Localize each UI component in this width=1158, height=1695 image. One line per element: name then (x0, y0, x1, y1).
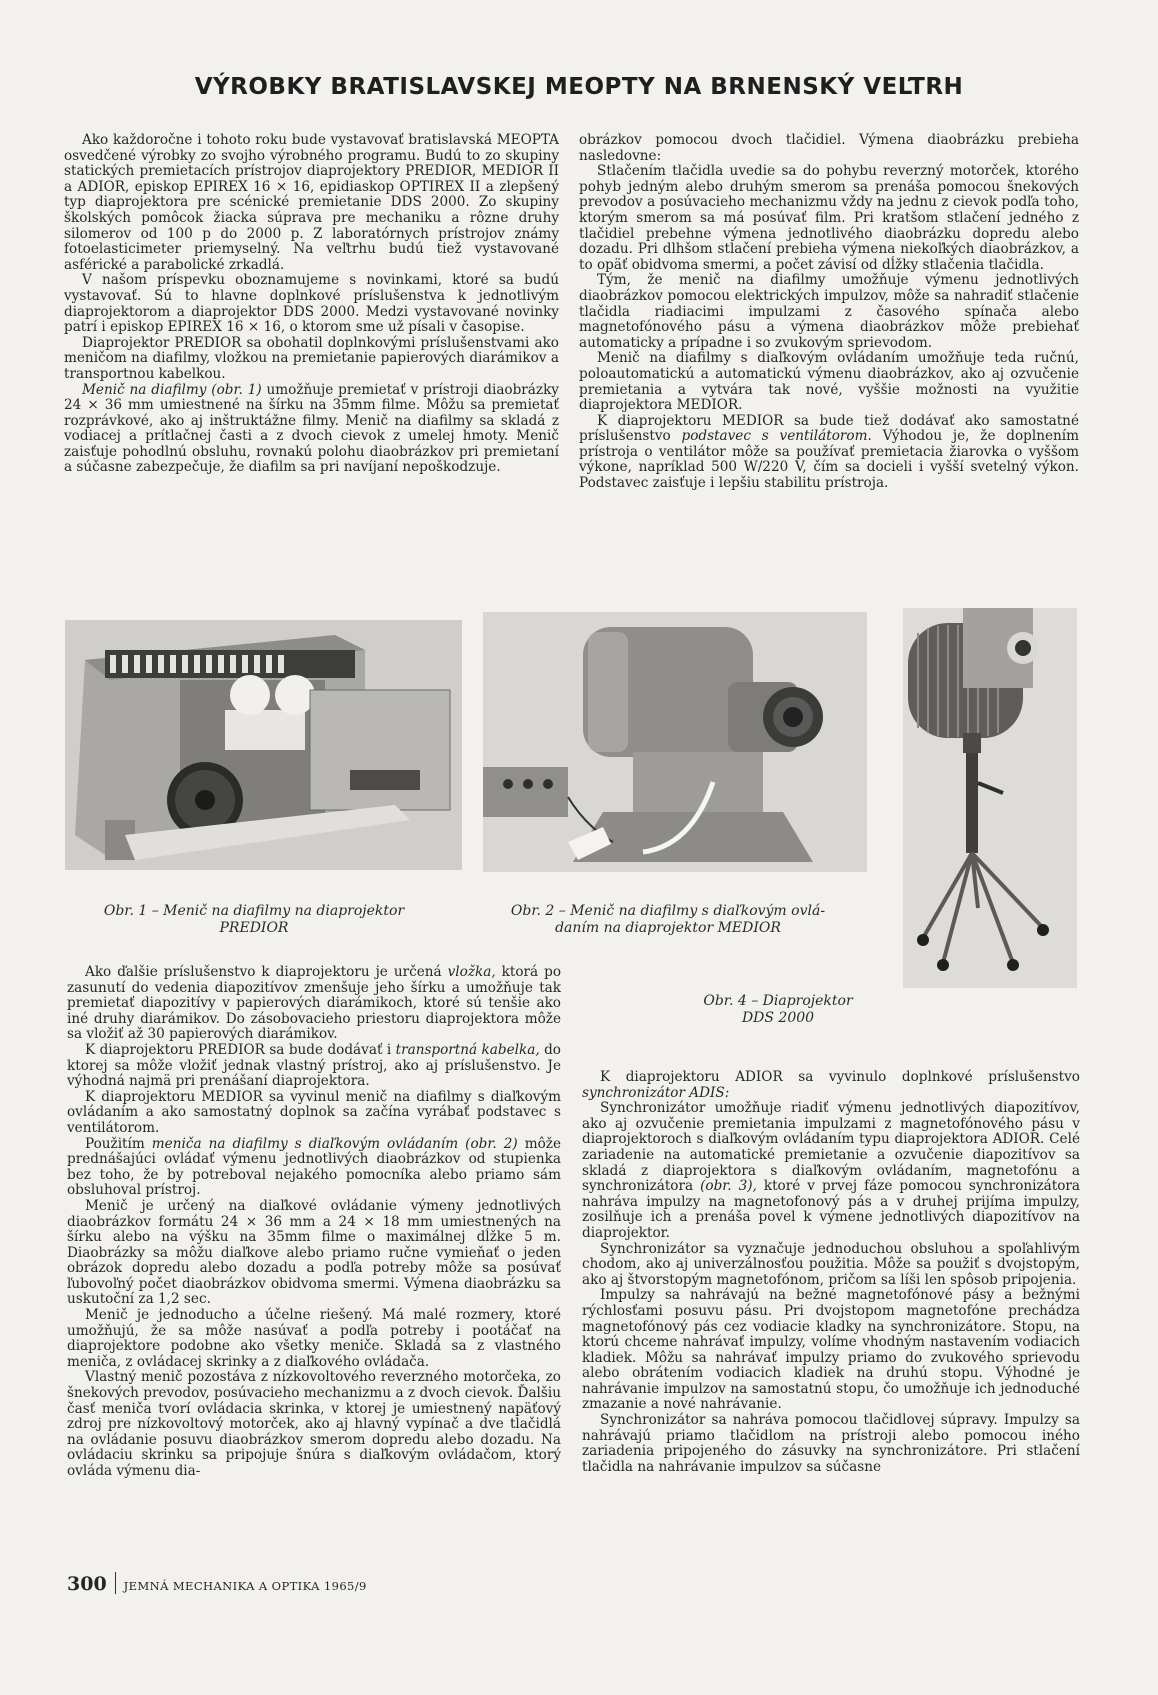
journal-name: JEMNÁ MECHANIKA A OPTIKA 1965/9 (123, 1579, 367, 1593)
paragraph: K diaprojektoru MEDIOR sa vyvinul menič na diafilmy s diaľkovým ovládaním a ako samostatný doplnok sa začína vyrábať podstavec s ventilátorom. (67, 1088, 561, 1136)
paragraph-text: Použitím (85, 1135, 152, 1152)
photo-slide-changer-predior (65, 620, 462, 870)
paragraph (64, 383, 559, 477)
caption-line: DDS 2000 (741, 1010, 815, 1026)
figure-caption-2 (478, 903, 858, 937)
paragraph: Ako každoročne i tohoto roku bude vystavovať bratislavská MEOPTA osvedčené výrobky zo svojho výrobného programu. Budú to zo skupiny statických premietacích prístrojov diaprojektory PREDIOR, MEDIOR II a ADIOR, episkop EPIREX 16 × 16, epidiaskop OPTIREX II a zlepšený typ diaprojektora pre scénické premietanie DDS 2000. Zo skupiny školských pomôcok žiacka súprava pre mechaniku a rôzne druhy silomerov od 100 p do 2000 p. Z laboratórnych prístrojov známy fotoelasticimeter priemyselný. Na veľtrhu budú tiež vystavované asférické a parabolické zrkadlá. (64, 132, 559, 273)
photo-illustration (903, 608, 1077, 988)
paragraph: Stlačením tlačidla uvedie sa do pohybu reverzný motorček, ktorého pohyb jedným alebo druhým smerom sa prenáša pomocou šnekových prevodov a posúvacieho mechanizmu vždy na jednu z cievok podľa toho, ktorým smerom sa má posúvať film. Pri kratšom stlačení jedného z tlačidiel prebehne výmena jednotlivého diaobrázku dopredu alebo dozadu. Pri dlhšom stlačení prebieha výmena niekoľkých diaobrázkov, a to opäť obidvoma smermi, a počet závisí od dĺžky stlačenia tlačidla. (579, 163, 1079, 273)
footer-divider (115, 1572, 116, 1594)
paragraph-text: Ako ďalšie príslušenstvo k diaprojektoru je určená (85, 964, 448, 980)
paragraph (67, 1137, 561, 1199)
paragraph: V našom príspevku oboznamujeme s novinkami, ktoré sa budú vystavovať. Sú to hlavne doplnkové príslušenstva k jednotlivým diaprojektorom a diaprojektor DDS 2000. Medzi vystavované novinky patrí i episkop EPIREX 16 × 16, o ktorom sme už písali v časopise. (64, 272, 559, 336)
emphasis: podstavec s ventilátorom. (681, 428, 872, 445)
emphasis: transportná kabelka, (395, 1041, 540, 1058)
paragraph (579, 414, 1079, 492)
paragraph-text: Výhodou je, že doplnením prístroja o ventilátor môže sa používať premietacia žiarovka o vyššom výkone, napríklad 500 W/220 V, čím sa docieli i vyšší svetelný výkon. Podstavec zaisťuje i lepšiu stabilitu prístroja. (579, 428, 1080, 492)
paragraph: Impulzy sa nahrávajú na bežné magnetofónové pásy a bežnými rýchlosťami posuvu pásu. Pri dvojstopom magnetofóne prechádza magnetofónový pás cez vodiacie kladky na synchronizátore. Stopu, na ktorú chceme nahrávať impulzy, volíme vhodným nastavením vodiacich kladiek. Môžu sa nahrávať impulzy priamo do zvukového sprievodu alebo obrátením vodiacich kladiek na druhú stopu. Výhodné je nahrávanie impulzov na samostatnú stopu, čo umožňuje ich jednoduché zmazanie a nové nahrávanie. (582, 1287, 1080, 1413)
paragraph-text: umožňuje premietať v prístroji diaobrázky 24 × 36 mm umiestnené na šírku na 35mm filme. Môžu sa premietať rozprávkové, ako aj inštruktážne filmy. Menič na diafilmy sa skladá z vodiacej a prítlačnej časti a z dvoch cievok z umelej hmoty. Menič zaisťuje pohodlnú obsluhu, rovnakú polohu diaobrázkov pri premietaní a súčasne zabezpečuje, že diafilm sa pri navíjaní nepoškodzuje. (64, 381, 559, 476)
emphasis: synchronizátor ADIS: (582, 1084, 730, 1101)
paragraph (582, 1101, 1080, 1241)
paragraph: Menič je jednoducho a účelne riešený. Má malé rozmery, ktoré umožňujú, že sa môže nasúvať a podľa potreby i pootáčať na diaprojektore podobne ako všetky meniče. Skladá sa z vlastného meniča, z ovládacej skrinky a z diaľkového ovládača. (67, 1307, 561, 1370)
page-footer (67, 1568, 367, 1595)
photo-illustration (65, 620, 462, 870)
paragraph-text: môže prednášajúci ovládať výmenu jednotlivých diaobrázkov od stupienka bez toho, že by potreboval nejakého pomocníka alebo priamo sám obsluhoval prístroj. (67, 1135, 561, 1199)
paragraph: Synchronizátor sa vyznačuje jednoduchou obsluhou a spoľahlivým chodom, ako aj univerzálnosťou použitia. Môže sa použiť s dvojstopým, ako aj štvorstopým magnetofónom, pričom sa líši len spôsob pripojenia. (582, 1240, 1080, 1288)
paragraph-text: K diaprojektoru PREDIOR sa bude dodávať i (85, 1041, 396, 1058)
paragraph: Diaprojektor PREDIOR sa obohatil doplnkovými príslušenstvami ako meničom na diafilmy, vložkou na premietanie papierových diarámikov a transportnou kabelkou. (64, 334, 559, 382)
emphasis: vložka, (447, 964, 496, 980)
paragraph-text: K diaprojektoru ADIOR sa vyvinulo doplnkové príslušenstvo (600, 1069, 1080, 1085)
paragraph (582, 1070, 1080, 1101)
paragraph: Vlastný menič pozostáva z nízkovoltového reverzného motorčeka, zo šnekových prevodov, posúvacieho mechanizmu a z dvoch cievok. Ďalšiu časť meniča tvorí ovládacia skrinka, v ktorej je umiestnený napäťový zdroj pre nízkovoltový motorček, ako aj hlavný vypínač a dve tlačidlá na ovládanie posuvu diaobrázkov smerom dopredu alebo dozadu. Na ovládaciu skrinku sa pripojuje šnúra s diaľkovým ovládačom, ktorý ovláda výmenu dia- (67, 1369, 561, 1479)
paragraph-text: Synchronizátor umožňuje riadiť výmenu jednotlivých diapozitívov, ako aj ozvučenie premietania impulzami z magnetofónového pásu v diaprojektoroch s diaľkovým ovládaním typu diaprojektora ADIOR. Celé zariadenie na automatické premietanie a ozvučenie diapozitívov sa skladá z diaprojektora s diaľkovým ovládaním, magnetofónu a synchronizátora (582, 1100, 1080, 1195)
emphasis: (obr. 3), (700, 1178, 757, 1195)
article-title: VÝROBKY BRATISLAVSKEJ MEOPTY NA BRNENSKÝ VEĽTRH (194, 74, 964, 100)
photo-remote-changer-medior (483, 612, 867, 872)
paragraph (67, 965, 561, 1043)
text-column-bottom-right (582, 1070, 1080, 1475)
page-number: 300 (67, 1573, 107, 1595)
photo-diaprojektor-dds-2000 (903, 608, 1077, 988)
emphasis: Menič na diafilmy (obr. 1) (82, 381, 262, 398)
caption-line: Obr. 2 – Menič na diafilmy s diaľkovým ovlá- (510, 903, 826, 919)
emphasis: meniča na diafilmy s diaľkovým ovládaním (obr. 2) (151, 1135, 518, 1152)
paragraph-text: do ktorej sa môže vložiť jednak vlastný prístroj, ako aj príslušenstvo. Je výhodná najmä pri prenášaní diaprojektora. (67, 1041, 561, 1090)
caption-line: Obr. 1 – Menič na diafilmy na diaprojektor (103, 903, 405, 919)
paragraph-text: ktoré v prvej fáze pomocou synchronizátora nahráva impulzy na magnetofonový pás a v druhej prijíma impulzy, zosilňuje ich a prenáša povel k výmene jednotlivých diapozitívov na diaprojektor. (582, 1178, 1080, 1241)
paragraph: Menič je určený na diaľkové ovládanie výmeny jednotlivých diaobrázkov formátu 24 × 36 mm a 24 × 18 mm umiestnených na šírku alebo na výšku na 35mm filme o maximálnej dĺžke 5 m. Diaobrázky sa môžu diaľkove alebo priamo ručne vymieňať o jeden obrázok dopredu alebo dozadu a podľa potreby môže sa posúvať ľubovoľný počet diaobrázkov obidvoma smermi. Výmena diaobrázku sa uskutoční za 1,2 sec. (67, 1197, 561, 1308)
paragraph: Synchronizátor sa nahráva pomocou tlačidlovej súpravy. Impulzy sa nahrávajú priamo tlačidlom na prístroji alebo pomocou iného zariadenia pripojeného do zásuvky na synchronizátore. Pri stlačení tlačidla na nahrávanie impulzov sa súčasne (582, 1412, 1080, 1475)
caption-line: PREDIOR (219, 920, 289, 936)
figure-caption-4 (668, 993, 888, 1027)
caption-line: Obr. 4 – Diaprojektor (703, 993, 853, 1009)
paragraph-text: ktorá po zasunutí do vedenia diapozitívov zmenšuje jeho šírku a umožňuje tak premietať diapozitívy v papierových diarámikoch, ktoré sú tenšie ako iné druhy diarámikov. Do zásobovacieho priestoru diaprojektora môže sa vložiť až 30 papierových diarámikov. (67, 964, 562, 1043)
paragraph: Menič na diafilmy s diaľkovým ovládaním umožňuje teda ručnú, poloautomatickú a automatickú výmenu diaobrázkov, ako aj ozvučenie premietania a vytvára tak nové, vyššie možnosti na využitie diaprojektora MEDIOR. (579, 350, 1079, 414)
paragraph: obrázkov pomocou dvoch tlačidiel. Výmena diaobrázku prebieha nasledovne: (579, 132, 1079, 164)
text-column-top-right (579, 133, 1079, 492)
text-column-top-left (64, 133, 559, 476)
photo-illustration (483, 612, 867, 872)
paragraph (67, 1043, 561, 1090)
text-column-bottom-left (67, 965, 561, 1480)
paragraph-text: K diaprojektoru MEDIOR sa bude tiež dodávať ako samostatné príslušenstvo (579, 412, 1079, 445)
caption-line: daním na diaprojektor MEDIOR (555, 920, 781, 936)
paragraph: Tým, že menič na diafilmy umožňuje výmenu jednotlivých diaobrázkov pomocou elektrických impulzov, môže sa nahradiť stlačenie tlačidla riadiacimi impulzami z časového spínača alebo magnetofónového pásu a výmena diaobrázkov môže prebiehať automaticky a prípadne i so zvukovým sprievodom. (579, 272, 1079, 351)
figure-caption-1 (64, 903, 444, 937)
